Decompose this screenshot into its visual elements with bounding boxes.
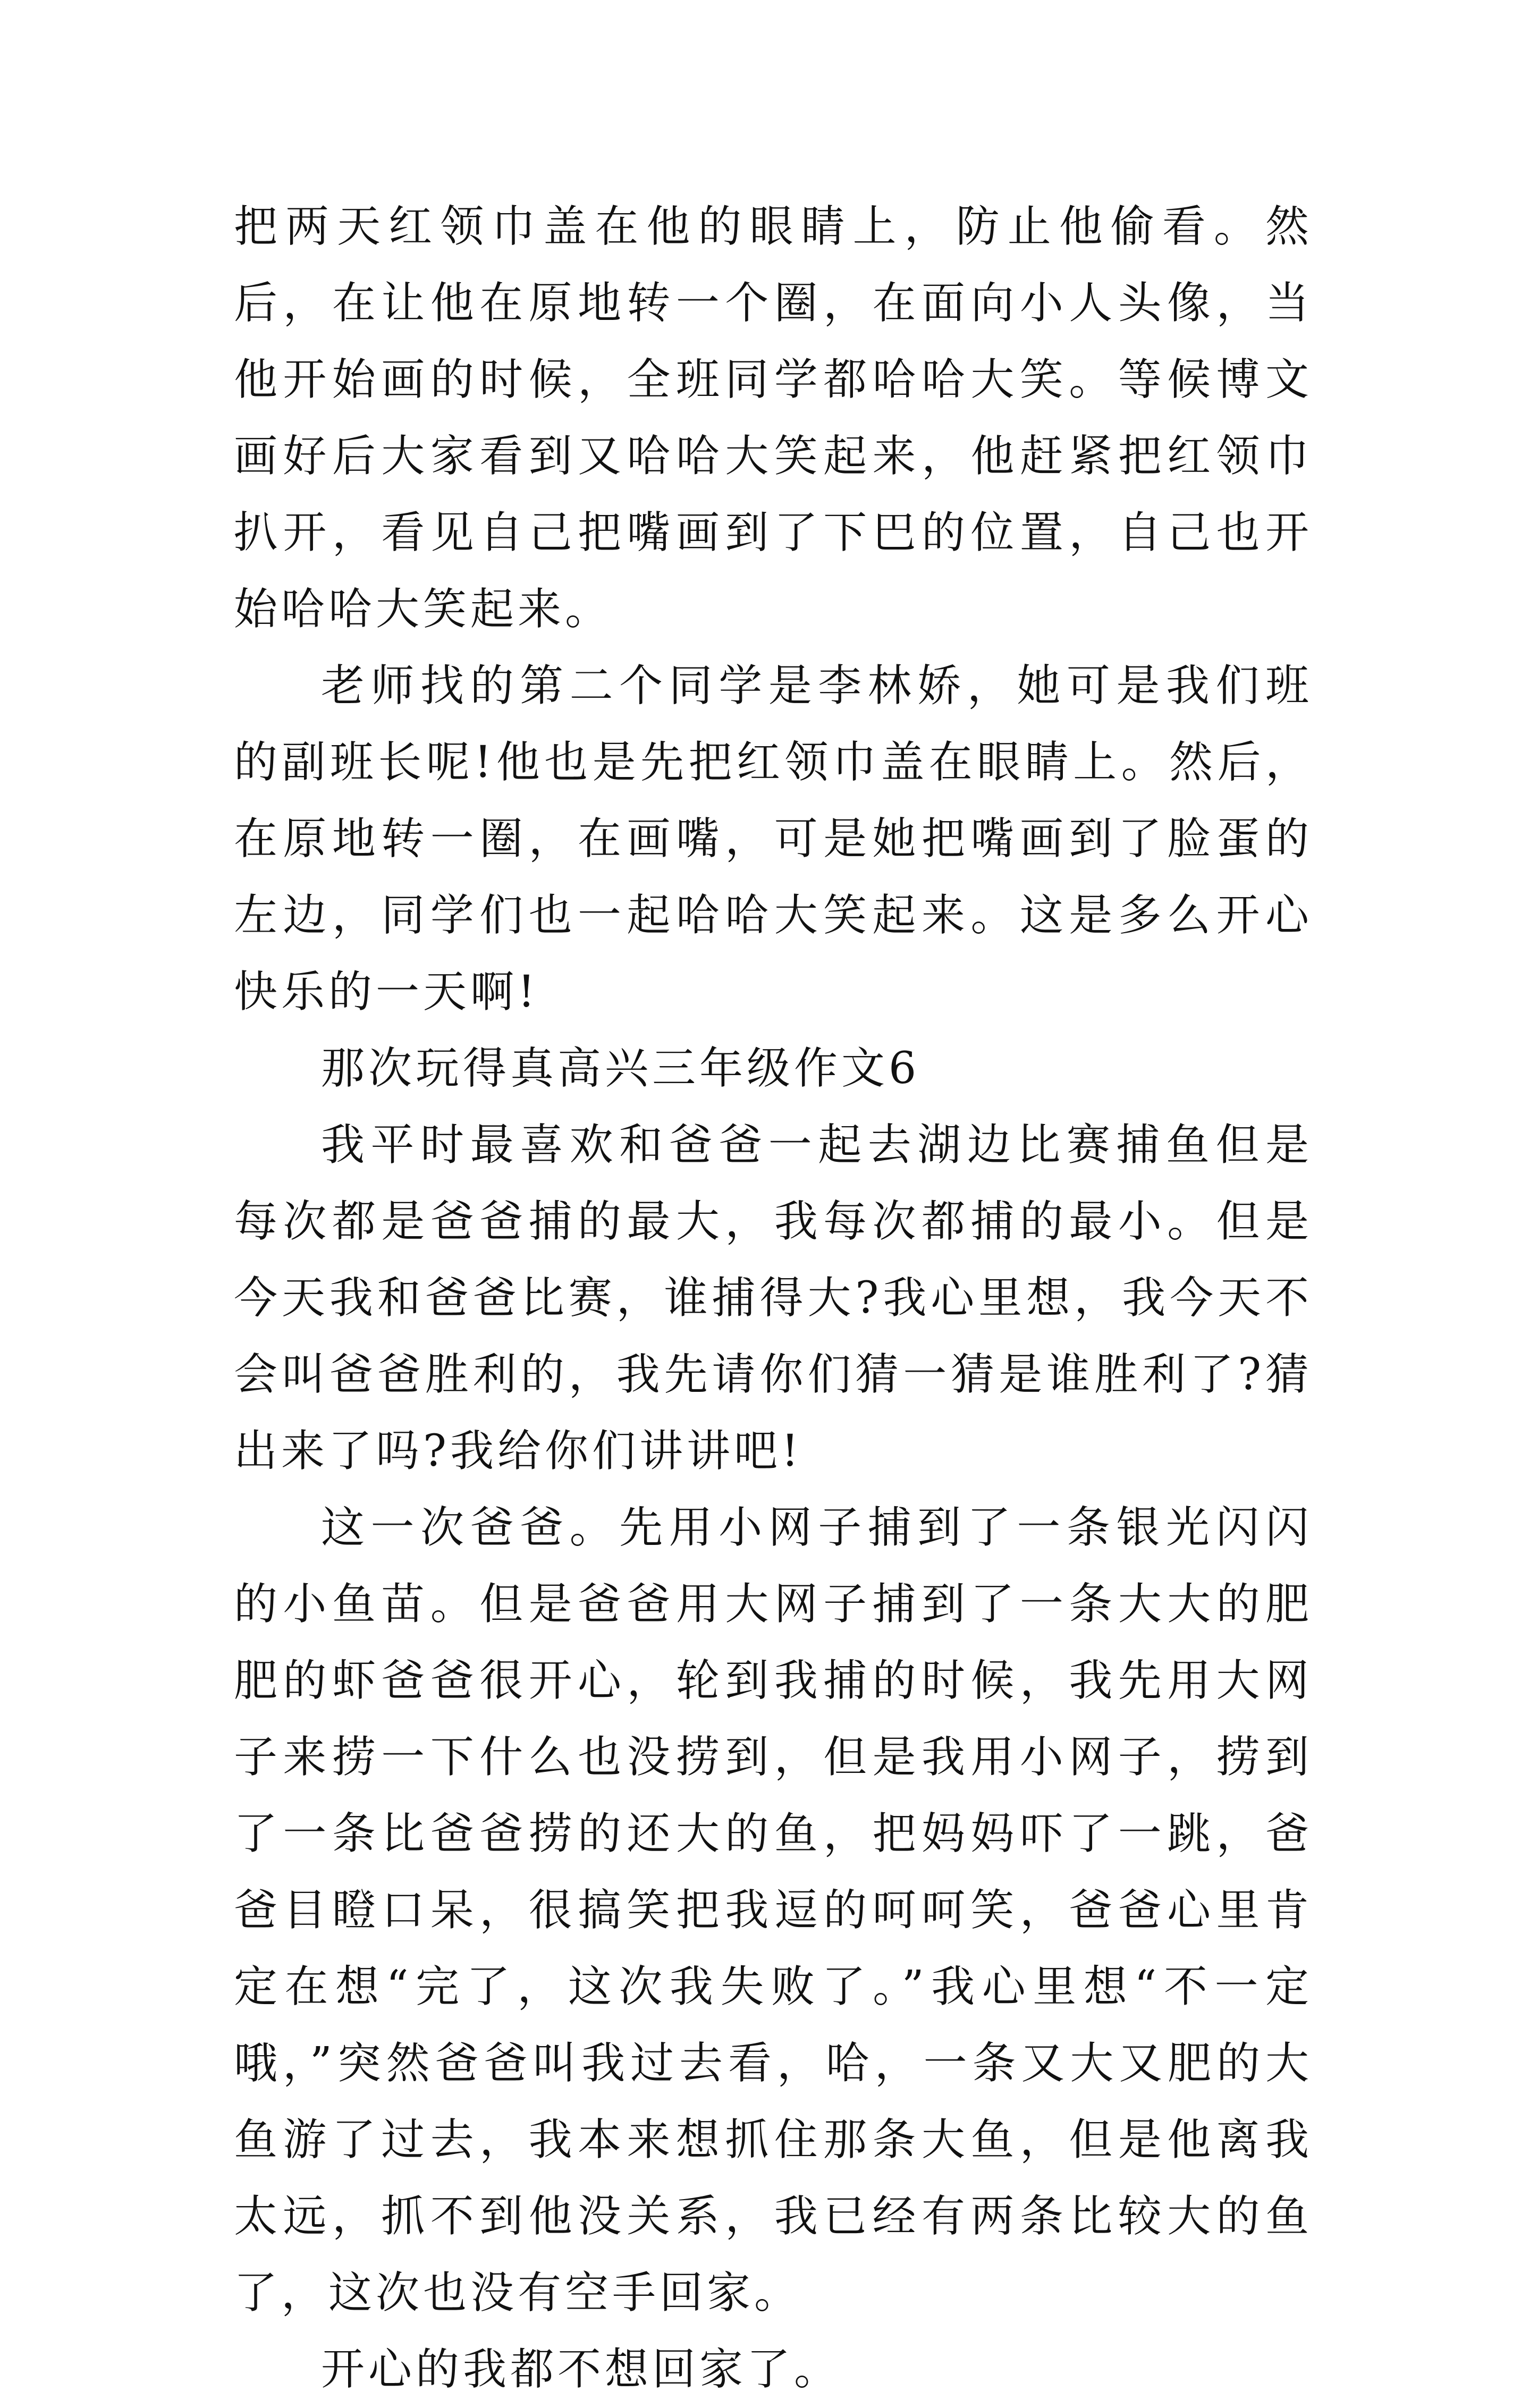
paragraph-1: 把两天红领巾盖在他的眼睛上，防止他偷看。然后，在让他在原地转一个圈，在面向小人头像，当他开始画的时候，全班同学都哈哈大笑。等候博文画好后大家看到又哈哈大笑起来，他赶紧把红领巾扒开，看见自己把嘴画到了下巴的位置，自己也开始哈哈大笑起来。 [234,201,1313,635]
section-title: 那次玩得真高兴三年级作文6 [321,1043,920,1094]
paragraph-4: 这一次爸爸。先用小网子捕到了一条银光闪闪的小鱼苗。但是爸爸用大网子捕到了一条大大的肥肥的虾爸爸很开心，轮到我捕的时候，我先用大网子来捞一下什么也没捞到，但是我用小网子，捞到了一条比爸爸捞的还大的鱼，把妈妈吓了一跳，爸爸目瞪口呆，很搞笑把我逗的呵呵笑，爸爸心里肯定在想“完了，这次我失败了。”我心里想“不一定哦，”突然爸爸叫我过去看，哈，一条又大又肥的大鱼游了过去，我本来想抓住那条大鱼，但是他离我太远，抓不到他没关系，我已经有两条比较大的鱼了，这次也没有空手回家。 [234,1502,1313,2318]
paragraph-3: 我平时最喜欢和爸爸一起去湖边比赛捕鱼但是每次都是爸爸捕的最大，我每次都捕的最小。但是今天我和爸爸比赛，谁捕得大?我心里想，我今天不会叫爸爸胜利的，我先请你们猜一猜是谁胜利了?猜出来了吗?我给你们讲讲吧! [234,1120,1313,1476]
paragraph-5: 开心的我都不想回家了。 [321,2344,842,2395]
document-body [234,189,1313,2408]
paragraph-2: 老师找的第二个同学是李林娇，她可是我们班的副班长呢!他也是先把红领巾盖在眼睛上。然后，在原地转一圈，在画嘴，可是她把嘴画到了脸蛋的左边，同学们也一起哈哈大笑起来。这是多么开心快乐的一天啊! [234,661,1313,1017]
